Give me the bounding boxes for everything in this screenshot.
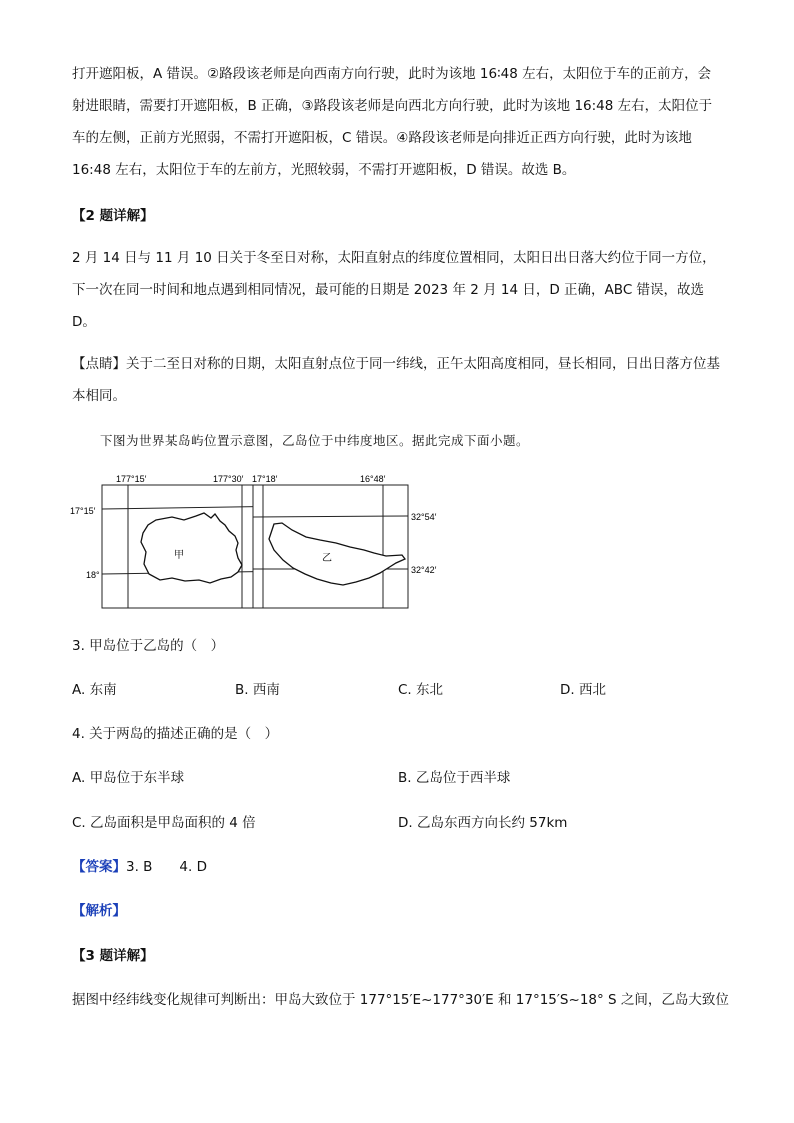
q3-option-d: D. 西北 (560, 682, 606, 698)
q4-option-b: B. 乙岛位于西半球 (398, 770, 511, 786)
explanation-paragraph-4: 据图中经纬线变化规律可判断出：甲岛大致位于 177°15′E~177°30′E 和 17°15′S~18° S 之间，乙岛大致位 (72, 992, 729, 1008)
explanation-paragraph-2: 2 月 14 日与 11 月 10 日关于冬至日对称，太阳直射点的纬度位置相同，太阳日出日落大约位于同一方位，下一次在同一时间和地点遇到相同情况，最可能的日期是 2023 年 2 月 14 日，D 正确，ABC 错误，故选 D。 (72, 250, 716, 330)
q3-option-b: B. 西南 (235, 682, 280, 698)
left-lat-label: 18° (86, 570, 100, 580)
q4-option-a: A. 甲岛位于东半球 (72, 770, 185, 786)
q3-option-c: C. 东北 (398, 682, 444, 698)
right-lat-label: 32°54′ (411, 512, 437, 522)
q3-option-a: A. 东南 (72, 682, 117, 698)
answer-line (72, 857, 207, 877)
tip-paragraph: 【点睛】关于二至日对称的日期，太阳直射点位于同一纬线，正午太阳高度相同，昼长相同，日出日落方位基本相同。 (72, 356, 720, 404)
question-4-stem: 4. 关于两岛的描述正确的是（ ） (72, 726, 279, 742)
right-lon-label: 17°18′ (252, 474, 278, 484)
question-3-stem: 3. 甲岛位于乙岛的（ ） (72, 638, 225, 654)
q4-option-c: C. 乙岛面积是甲岛面积的 4 倍 (72, 815, 256, 831)
section-heading-q3: 【3 题详解】 (72, 948, 154, 964)
answer-label: 【答案】 (72, 859, 126, 875)
analysis-label: 【解析】 (72, 903, 126, 919)
section-heading-q2: 【2 题详解】 (72, 208, 154, 224)
left-lat-label: 17°15′ (70, 506, 96, 516)
question-intro: 下图为世界某岛屿位置示意图，乙岛位于中纬度地区。据此完成下面小题。 (100, 433, 530, 448)
island-location-map (60, 470, 437, 612)
island-jia-outline (141, 513, 242, 583)
q4-option-d: D. 乙岛东西方向长约 57km (398, 815, 568, 831)
right-lon-label: 16°48′ (360, 474, 386, 484)
answer-value: 3. B 4. D (126, 859, 207, 875)
explanation-paragraph-1: 打开遮阳板，A 错误。②路段该老师是向西南方向行驶，此时为该地 16∶48 左右，太阳位于车的正前方，会射进眼睛，需要打开遮阳板，B 正确，③路段该老师是向西北方向行驶，此时为该地 16:48 左右，太阳位于车的左侧，正前方光照弱，不需打开遮阳板，C 错误。④路段该老师是向排近正西方向行驶，此时为该地 16:48 左右，太阳位于车的左前方，光照较弱，不需打开遮阳板，D 错误。故选 B。 (72, 66, 713, 178)
right-lat-label: 32°42′ (411, 565, 437, 575)
left-lon-label: 177°15′ (116, 474, 147, 484)
island-yi-label: 乙 (322, 553, 332, 564)
left-lon-label: 177°30′ (213, 474, 244, 484)
island-jia-label: 甲 (174, 550, 184, 561)
